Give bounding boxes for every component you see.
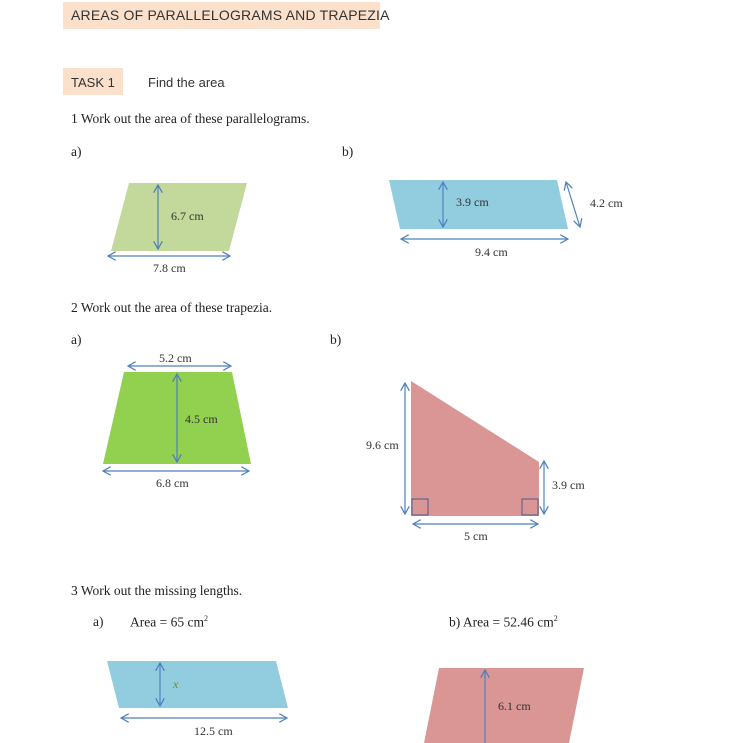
q2a-bottom-label: 6.8 cm (156, 476, 189, 490)
q2-text: 2 Work out the area of these trapezia. (71, 300, 273, 315)
q3b-height-label: 6.1 cm (498, 699, 531, 713)
q3a-base-label: 12.5 cm (194, 724, 233, 738)
page-title: AREAS OF PARALLELOGRAMS AND TRAPEZIA (71, 7, 390, 23)
q1a-label: a) (71, 144, 82, 159)
q2b-trapezium (411, 381, 539, 516)
q2a-top-label: 5.2 cm (159, 351, 192, 365)
q1b-slant-label: 4.2 cm (590, 196, 623, 210)
q3a-height-label: x (173, 677, 179, 691)
q1a-base-label: 7.8 cm (153, 261, 186, 275)
q3b-area: b) Area = 52.46 $cm^2$ (449, 614, 558, 630)
q3a-parallelogram (107, 661, 288, 708)
q1b-slant-arrow (566, 182, 580, 227)
q2b-left-label: 9.6 cm (366, 438, 399, 452)
q2b-base-label: 5 cm (464, 529, 488, 543)
task-title: Find the area (148, 75, 225, 90)
q2a-height-label: 4.5 cm (185, 412, 218, 426)
q1b-base-label: 9.4 cm (475, 245, 508, 259)
q3a-label: a) (93, 614, 104, 629)
q1-text: 1 Work out the area of these parallelograms. (71, 111, 310, 126)
q3a-area: Area = 65 $cm^2$ (130, 614, 208, 630)
q1b-label: b) (342, 144, 354, 159)
q1b-height-label: 3.9 cm (456, 195, 489, 209)
q3-text: 3 Work out the missing lengths. (71, 583, 243, 598)
task-label: TASK 1 (71, 75, 115, 90)
q2b-right-label: 3.9 cm (552, 478, 585, 492)
q2a-label: a) (71, 332, 82, 347)
q1a-height-label: 6.7 cm (171, 209, 204, 223)
q2b-label: b) (330, 332, 342, 347)
